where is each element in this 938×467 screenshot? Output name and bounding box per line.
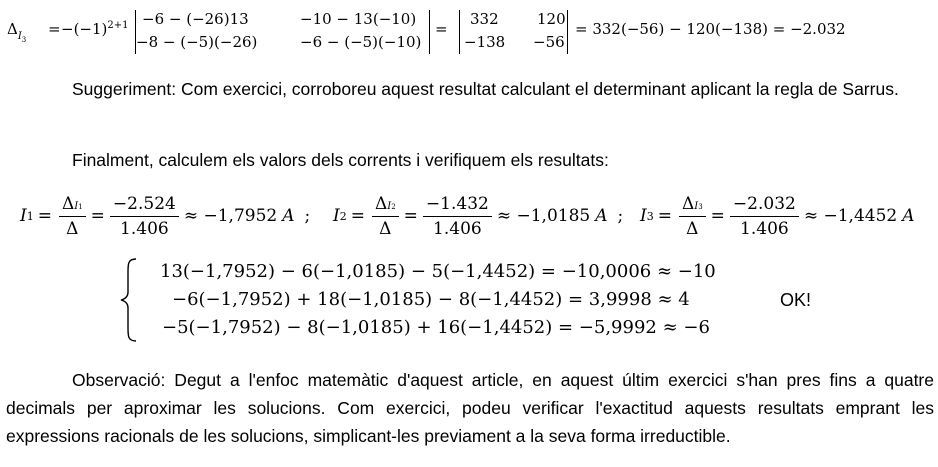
matrix-entry-22: −6 − (−5)(−10) xyxy=(300,33,422,51)
determinant-result: = 332(−56) − 120(−138) = −2.032 xyxy=(575,20,846,38)
verification-line-2: −6(−1,7952) + 18(−1,0185) − 8(−1,4452) = 3,9998 ≈ 4 xyxy=(172,289,690,310)
ok-label: OK! xyxy=(780,290,812,310)
numeric-entry-21: −138 xyxy=(464,33,506,51)
observation-paragraph: Observació: Degut a l'enfoc matemàtic d'aquest article, en aquest últim exercici s'han pres fins a quatre decimals per aproximar les solucions. Com exercici, podeu verificar l'exactitud aquests resultats emprant les expressions racionals de les solucions, simplicant-les previament a la seva forma irreductible. xyxy=(6,370,934,446)
matrix-entry-12: −10 − 13(−10) xyxy=(300,10,417,28)
current-i1: I 1 = $\frac{\Delta I1}{\Delta}$ = $\frac{-2.524}{1.406}$ ≈ −1,7952 A ; xyxy=(20,193,311,239)
equals-sign-2: = xyxy=(435,20,448,38)
numeric-entry-11: 332 xyxy=(470,10,499,28)
matrix-entry-21: −8 − (−5)(−26) xyxy=(136,33,258,51)
sign-factor: $-(-1)^{2+1}$ xyxy=(61,20,129,38)
verification-line-3: −5(−1,7952) − 8(−1,0185) + 16(−1,4452) = −5,9992 ≈ −6 xyxy=(162,317,710,338)
numeric-entry-22: −56 xyxy=(533,33,565,51)
matrix-entry-11: −6 − (−26)13 xyxy=(142,10,249,28)
current-i2: I 2 = $\frac{\Delta I2}{\Delta}$ = $\frac{-1.432}{1.406}$ ≈ −1,0185 A ; xyxy=(333,193,624,239)
numeric-entry-12: 120 xyxy=(537,10,566,28)
equals-sign: = xyxy=(48,20,61,38)
delta-ratio-i2: $\frac{\Delta I2}{\Delta}$ xyxy=(372,194,399,239)
verification-system xyxy=(118,256,838,344)
delta-i3-label: $\Delta_{I3}$ xyxy=(7,20,27,44)
delta-ratio-i1: $\frac{\Delta I1}{\Delta}$ xyxy=(59,194,86,239)
fraction-i1: $\frac{-2.524}{1.406}$ xyxy=(110,194,179,239)
finally-paragraph: Finalment, calculem els valors dels corrents i verifiquem els resultats: xyxy=(72,150,609,170)
suggestion-paragraph: Suggeriment: Com exercici, corroboreu aquest resultat calculant el determinant aplicant la regla de Sarrus. xyxy=(72,79,899,99)
verification-line-1: 13(−1,7952) − 6(−1,0185) − 5(−1,4452) = −10,0006 ≈ −10 xyxy=(160,261,716,282)
current-i3: I 3 = $\frac{\Delta I3}{\Delta}$ = $\frac{-2.032}{1.406}$ ≈ −1,4452 A xyxy=(640,193,915,239)
delta-ratio-i3: $\frac{\Delta I3}{\Delta}$ xyxy=(679,194,706,239)
fraction-i3: $\frac{-2.032}{1.406}$ xyxy=(730,194,799,239)
det-bar-right-1 xyxy=(429,10,430,54)
left-brace-icon xyxy=(118,256,142,344)
fraction-i2: $\frac{-1.432}{1.406}$ xyxy=(423,194,492,239)
det-bar-left-2 xyxy=(459,10,460,54)
det-bar-right-2 xyxy=(567,10,568,54)
